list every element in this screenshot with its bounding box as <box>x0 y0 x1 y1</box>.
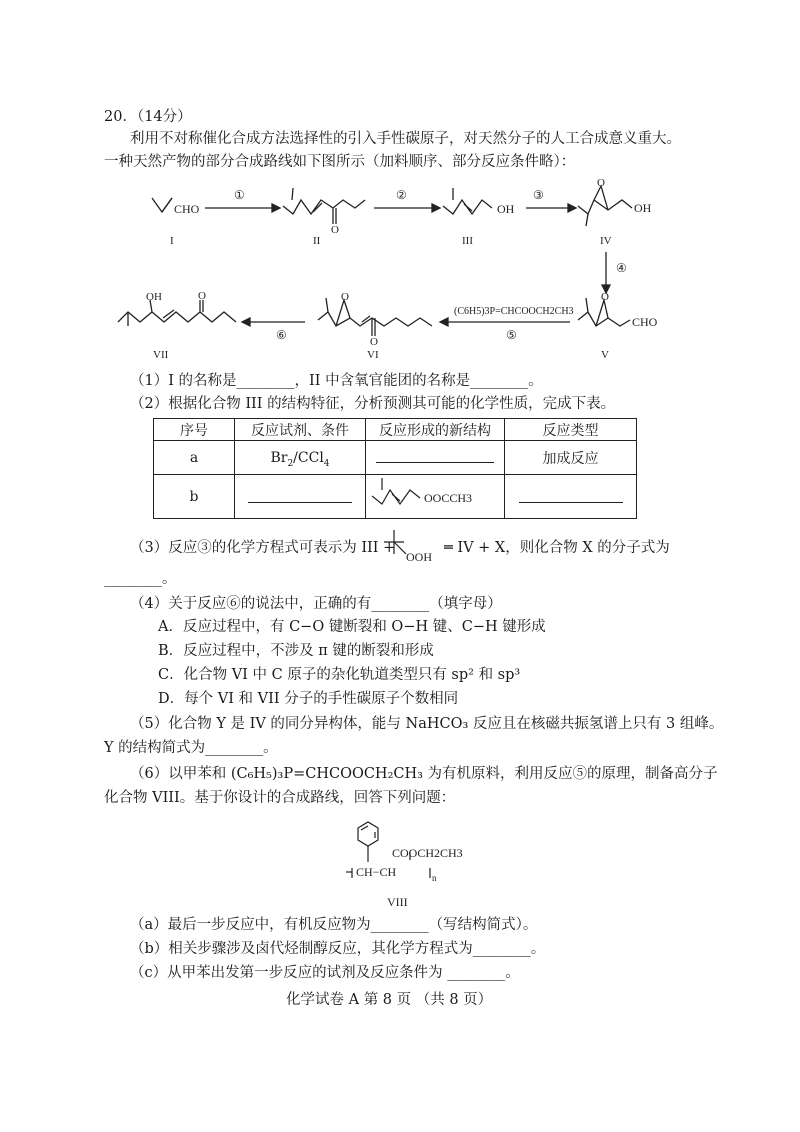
compound-III-structure <box>443 188 492 214</box>
carbonyl-o-VII: O <box>198 290 206 302</box>
row-b-reagent-blank[interactable] <box>235 475 366 519</box>
question-3-after: ═ IV + X，则化合物 X 的分子式为 <box>444 540 670 556</box>
label-VII: VII <box>153 349 169 361</box>
step-3-label: ③ <box>533 188 544 202</box>
q4-option-b: B．反应过程中，不涉及 π 键的断裂和形成 <box>158 643 434 659</box>
compound-VI-structure <box>318 298 432 336</box>
row-a-type: 加成反应 <box>505 441 637 475</box>
compound-IV-structure <box>578 186 632 226</box>
question-6-line1: （6）以甲苯和 (C₆H₅)₃P=CHCOOCH₂CH₃ 为有机原料，利用反应⑤的原理，制备高分子 <box>130 766 718 782</box>
question-number: 20．（14分） <box>104 109 192 125</box>
label-V: V <box>601 349 609 361</box>
q4-option-d: D．每个 VI 和 VII 分子的手性碳原子个数相同 <box>158 691 459 707</box>
header-reagent: 反应试剂、条件 <box>235 419 366 441</box>
question-3-before: （3）反应③的化学方程式可表示为 III + <box>130 540 396 556</box>
question-1: （1）I 的名称是________，II 中含氧官能团的名称是________。 <box>130 373 543 389</box>
compound-II-structure <box>283 188 365 224</box>
step-6-label: ⑥ <box>276 328 287 342</box>
header-id: 序号 <box>154 419 235 441</box>
row-a-reagent: $Br_2/CCl_4$ <box>235 441 366 475</box>
polymer-n: n <box>432 873 437 883</box>
question-6a: （a）最后一步反应中，有机反应物为________（写结构简式）。 <box>130 917 538 933</box>
reaction-table <box>153 418 637 519</box>
epoxide-o-V: O <box>601 291 609 303</box>
cho-label-V: CHO <box>632 315 658 329</box>
intro-line-2: 一种天然产物的部分合成路线如下图所示（加料顺序、部分反应条件略）： <box>104 154 576 170</box>
question-4-stem: （4）关于反应⑥的说法中，正确的有________（填字母） <box>130 596 502 612</box>
label-II: II <box>313 235 321 247</box>
question-6c: （c）从甲苯出发第一步反应的试剂及反应条件为 ________。 <box>130 965 520 981</box>
oh-label-III: OH <box>497 202 515 216</box>
polymer-label: VIII <box>387 895 408 909</box>
row-b-type-blank[interactable] <box>505 475 637 519</box>
compound-I-structure <box>152 198 172 212</box>
question-5-line2: Y 的结构简式为________。 <box>104 740 278 756</box>
question-3-line2: ________。 <box>104 571 177 587</box>
row-b-group: OOCCH3 <box>424 491 473 505</box>
header-type: 反应类型 <box>505 419 637 441</box>
oh-label-VII: OH <box>146 291 162 303</box>
question-6-line2: 化合物 VIII。基于你设计的合成路线，回答下列问题： <box>104 790 456 806</box>
polymer-backbone: CH−CH <box>356 865 397 879</box>
header-structure: 反应形成的新结构 <box>366 419 505 441</box>
label-III: III <box>462 235 473 247</box>
row-a-structure-blank[interactable] <box>366 441 505 475</box>
question-2: （2）根据化合物 III 的结构特征，分析预测其可能的化学性质，完成下表。 <box>130 396 616 412</box>
step-5-label: ⑤ <box>506 328 517 342</box>
row-b-structure-cell <box>366 475 505 519</box>
question-6b: （b）相关步骤涉及卤代烃制醇反应，其化学方程式为________。 <box>130 941 546 957</box>
step-5-reagent: (C6H5)3P=CHCOOCH2CH3 <box>454 306 574 317</box>
oh-label-IV: OH <box>634 201 652 215</box>
epoxide-o-VI: O <box>341 291 349 303</box>
page-footer: 化学试卷 A 第 8 页 （共 8 页） <box>286 992 493 1008</box>
cho-label-I: CHO <box>174 202 200 216</box>
label-IV: IV <box>600 235 612 247</box>
compound-VII-structure <box>118 300 236 326</box>
intro-line-1: 利用不对称催化合成方法选择性的引入手性碳原子，对天然分子的人工合成意义重大。 <box>130 131 681 147</box>
polymer-side-chain: COOCH2CH3 <box>392 846 463 860</box>
row-b-id: b <box>154 475 235 519</box>
label-I: I <box>170 235 174 247</box>
step-1-label: ① <box>234 188 245 202</box>
q4-option-a: A．反应过程中，有 C−O 键断裂和 O−H 键、C−H 键形成 <box>158 619 546 635</box>
label-VI: VI <box>367 349 379 361</box>
carbonyl-o-II: O <box>331 224 339 236</box>
carbonyl-o-VI: O <box>370 336 378 348</box>
question-5-line1: （5）化合物 Y 是 IV 的同分异构体，能与 NaHCO₃ 反应且在核磁共振氢谱上只有 3 组峰。 <box>130 716 724 732</box>
step-4-label: ④ <box>616 261 627 275</box>
epoxide-o-IV: O <box>597 177 605 189</box>
row-a-id: a <box>154 441 235 475</box>
tbhp-group: OOH <box>406 550 432 564</box>
step-2-label: ② <box>396 188 407 202</box>
q4-option-c: C．化合物 VI 中 C 原子的杂化轨道类型只有 sp² 和 sp³ <box>158 667 521 683</box>
